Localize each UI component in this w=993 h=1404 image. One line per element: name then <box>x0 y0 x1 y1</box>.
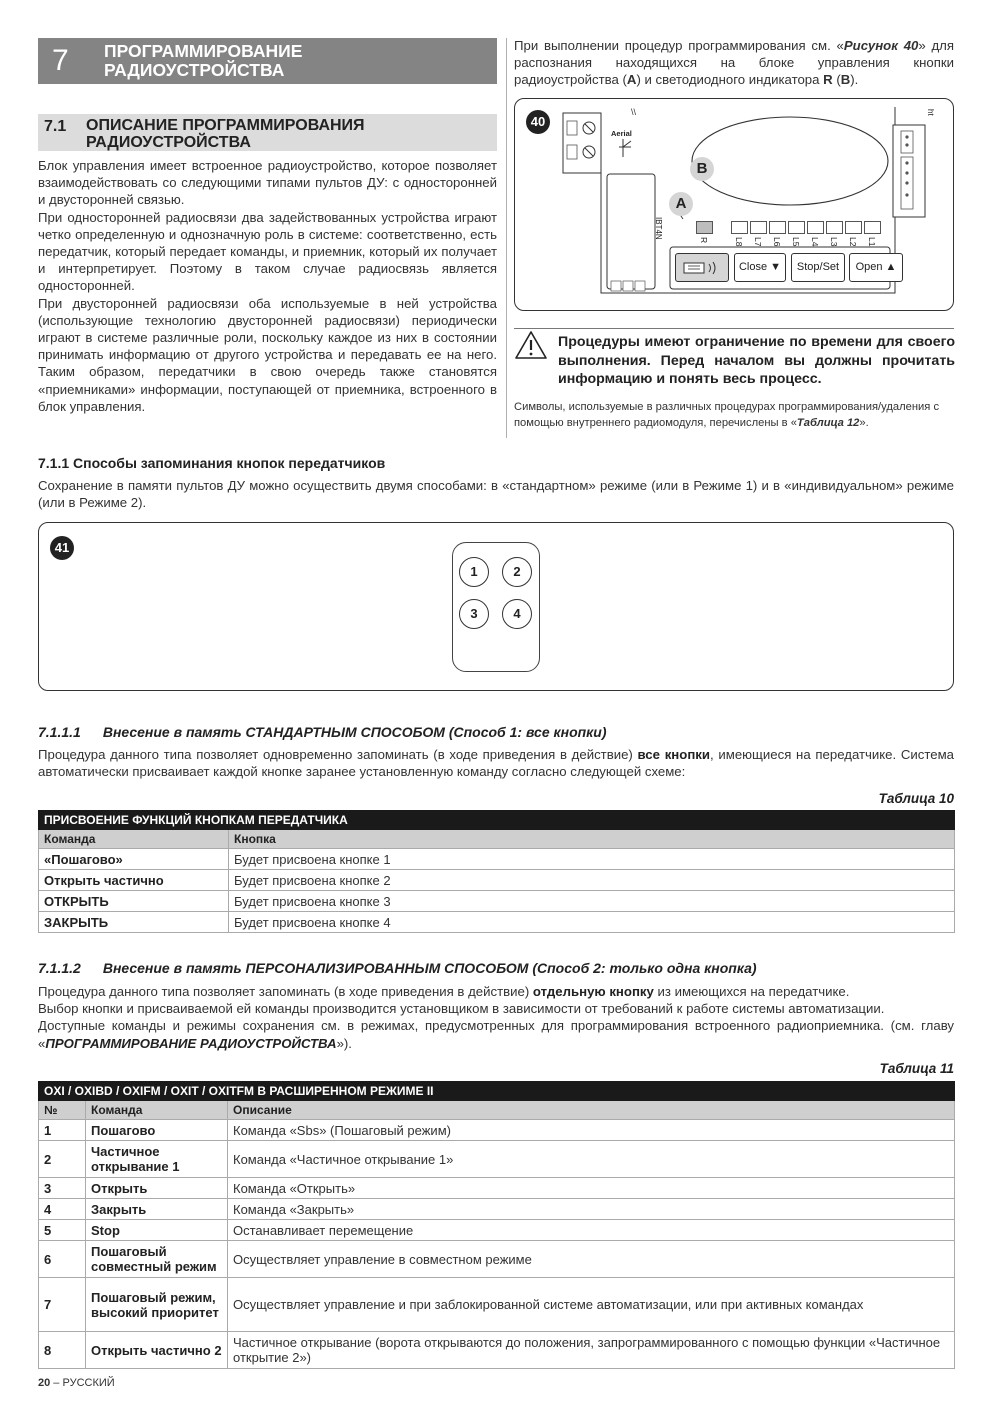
language-label: – РУССКИЙ <box>50 1377 115 1389</box>
led-l3 <box>826 221 843 234</box>
table-reference: Таблица 12 <box>796 417 860 429</box>
table-11 <box>38 1081 955 1369</box>
description-cell: Команда «Закрыть» <box>228 1199 955 1220</box>
table-header-row <box>39 1101 955 1120</box>
description-cell: Команда «Открыть» <box>228 1178 955 1199</box>
chapter-number: 7 <box>52 44 69 77</box>
figure-badge: 40 <box>526 110 550 134</box>
section-7-1-1-2-text: Процедура данного типа позволяет запоминать (в ходе приведения в действие) отдельную кнопку из имеющихся на передатчике. Выбор кнопки и присваиваемой ей команды производится установщиком в зависимости от требований к работе системы автоматизации. Доступные команды и режимы сохранения см. в режимах, предусмотренных для программирования встроенного радиоприемника. (см. главу «ПРОГРАММИРОВАНИЕ РАДИОУСТРОЙСТВА»). <box>38 984 954 1051</box>
description-cell: Команда «Частичное открывание 1» <box>228 1141 955 1178</box>
command-cell: Пошаговый совместный режим <box>86 1241 228 1278</box>
left-column-text <box>38 157 497 415</box>
button-cell: Будет присвоена кнопке 2 <box>229 870 955 891</box>
table-row <box>39 1278 955 1332</box>
led-l2 <box>845 221 862 234</box>
description-cell: Осуществляет управление в совместном режиме <box>228 1241 955 1278</box>
led-l8 <box>731 221 748 234</box>
table-row <box>39 870 955 891</box>
command-cell: ОТКРЫТЬ <box>39 891 229 912</box>
command-cell: Открыть частично 2 <box>86 1332 228 1369</box>
led-l7 <box>750 221 767 234</box>
led-label: L1 <box>867 237 877 247</box>
table-row <box>39 1120 955 1141</box>
page-number: 20 <box>38 1377 51 1389</box>
column-header: Кнопка <box>229 830 955 849</box>
section-title-7-1-1-2: 7.1.1.2 Внесение в память ПЕРСОНАЛИЗИРОВАННЫМ СПОСОБОМ (Способ 2: только одна кнопка) <box>38 960 757 976</box>
table-title: OXI / OXIBD / OXIFM / OXIT / OXITFM В РАСШИРЕННОМ РЕЖИМЕ II <box>39 1082 955 1101</box>
table-row <box>39 1332 955 1369</box>
table-title-row <box>39 811 955 830</box>
table-row <box>39 1178 955 1199</box>
led-l5 <box>788 221 805 234</box>
led-l1 <box>864 221 881 234</box>
paragraph: При односторонней радиосвязи два задействованных устройства играют четко определенную и однозначную роль в системе: соответственно, есть передатчик, который передает команды, и приемник, который их получает и интерпретирует. Поэтому в таком случае радиосвязь является односторонней. <box>38 209 497 294</box>
command-cell: Открыть <box>86 1178 228 1199</box>
table-row <box>39 1199 955 1220</box>
svg-text:\\: \\ <box>631 107 637 117</box>
command-cell: Пошаговый режим, высокий приоритет <box>86 1278 228 1332</box>
section-title: ОПИСАНИЕ ПРОГРАММИРОВАНИЯ РАДИОУСТРОЙСТВА <box>86 117 365 151</box>
led-r <box>696 221 713 234</box>
led-l6 <box>769 221 786 234</box>
command-cell: Частичное открывание 1 <box>86 1141 228 1178</box>
section-header-7-1 <box>38 114 497 151</box>
radio-wave-icon <box>682 261 722 275</box>
number-cell: 3 <box>39 1178 86 1199</box>
remote-button-4: 4 <box>502 599 532 629</box>
table-10-caption: Таблица 10 <box>878 791 954 806</box>
aerial-label: Aerial <box>611 129 632 138</box>
button-cell: Будет присвоена кнопке 3 <box>229 891 955 912</box>
table-row <box>39 912 955 933</box>
chapter-header <box>38 38 497 84</box>
led-label: L2 <box>848 237 858 247</box>
button-cell: Будет присвоена кнопке 1 <box>229 849 955 870</box>
command-cell: ЗАКРЫТЬ <box>39 912 229 933</box>
section-number: 7.1 <box>44 118 67 135</box>
table-title: ПРИСВОЕНИЕ ФУНКЦИЙ КНОПКАМ ПЕРЕДАТЧИКА <box>39 811 955 830</box>
number-cell: 6 <box>39 1241 86 1278</box>
led-label: L5 <box>791 237 801 247</box>
stop-set-button: Stop/Set <box>791 253 845 282</box>
figure-40 <box>514 98 954 311</box>
column-header: Команда <box>39 830 229 849</box>
section-7-1-1-text: Сохранение в памяти пультов ДУ можно осуществить двумя способами: в «стандартном» режиме (или в Режиме 1) и в «индивидуальном» режиме (или в Режиме 2). <box>38 478 954 511</box>
number-cell: 8 <box>39 1332 86 1369</box>
led-label: L3 <box>829 237 839 247</box>
open-button: Open ▲ <box>849 253 903 282</box>
button-cell: Будет присвоена кнопке 4 <box>229 912 955 933</box>
figure-reference: Рисунок 40 <box>843 38 919 53</box>
remote-button-2: 2 <box>502 557 532 587</box>
led-label: L6 <box>772 237 782 247</box>
table-row <box>39 1141 955 1178</box>
description-cell: Частичное открывание (ворота открываются до положения, запрограммированного с помощью функции «Частичное открытие 2») <box>228 1332 955 1369</box>
number-cell: 7 <box>39 1278 86 1332</box>
label-a: A <box>669 192 693 216</box>
warning-rule <box>514 328 954 329</box>
table-title-row <box>39 1082 955 1101</box>
description-cell: Останавливает перемещение <box>228 1220 955 1241</box>
warning-icon <box>514 330 548 360</box>
column-header: № <box>39 1101 86 1120</box>
right-intro: При выполнении процедур программирования см. «Рисунок 40» для распознания находящихся на блоке управления кнопки радиоустройства (A) и светодиодного индикатора R (B). <box>514 38 955 88</box>
table-10 <box>38 810 955 933</box>
led-label: L4 <box>810 237 820 247</box>
table-11-caption: Таблица 11 <box>879 1061 954 1076</box>
number-cell: 1 <box>39 1120 86 1141</box>
symbols-note: Символы, используемые в различных процедурах программирования/удаления с помощью внутреннего радиомодуля, перечислены в «Таблица 12». <box>514 401 940 429</box>
table-row <box>39 891 955 912</box>
page-footer <box>38 1377 115 1389</box>
description-cell: Осуществляет управление и при заблокированной системе автоматизации, или при активных командах <box>228 1278 955 1332</box>
column-divider <box>506 38 507 438</box>
figure-badge: 41 <box>50 536 74 560</box>
led-label: L8 <box>734 237 744 247</box>
description-cell: Команда «Sbs» (Пошаговый режим) <box>228 1120 955 1141</box>
table-row <box>39 849 955 870</box>
column-header: Команда <box>86 1101 228 1120</box>
radio-button <box>675 253 729 282</box>
number-cell: 5 <box>39 1220 86 1241</box>
number-cell: 2 <box>39 1141 86 1178</box>
number-cell: 4 <box>39 1199 86 1220</box>
command-cell: Открыть частично <box>39 870 229 891</box>
led-label: L7 <box>753 237 763 247</box>
section-title-7-1-1: 7.1.1 Способы запоминания кнопок передатчиков <box>38 455 386 471</box>
close-button: Close ▼ <box>734 253 786 282</box>
ht-label: ht <box>926 109 935 116</box>
section-title-7-1-1-1: 7.1.1.1 Внесение в память СТАНДАРТНЫМ СПОСОБОМ (Способ 1: все кнопки) <box>38 724 607 740</box>
paragraph: При двусторонней радиосвязи оба используемые в ней устройства (использующие технологию двусторонней радиосвязи) периодически играют в системе различные роли, поскольку каждое из них в состоянии принимать информацию от другого устройства и передавать ее на него. Таким образом, передатчики в свою очередь также становятся «приемниками» информации, поступающей от приемника, встроенного в блок управления. <box>38 295 497 414</box>
section-7-1-1-1-text: Процедура данного типа позволяет одновременно запоминать (в ходе приведения в действие) все кнопки, имеющиеся на передатчике. Система автоматически присваивает каждой кнопке заранее установленную команду согласно следующей схеме: <box>38 747 955 780</box>
module-label: IBT4N <box>654 217 663 240</box>
command-cell: Пошагово <box>86 1120 228 1141</box>
table-row <box>39 1241 955 1278</box>
command-cell: Stop <box>86 1220 228 1241</box>
command-cell: «Пошагово» <box>39 849 229 870</box>
warning-text: Процедуры имеют ограничение по времени для своего выполнения. Перед началом вы должны прочитать информацию и понять весь процесс. <box>558 334 955 387</box>
chapter-title: ПРОГРАММИРОВАНИЕ РАДИОУСТРОЙСТВА <box>104 41 303 80</box>
label-b: B <box>690 157 714 181</box>
command-cell: Закрыть <box>86 1199 228 1220</box>
table-row <box>39 1220 955 1241</box>
remote-button-3: 3 <box>459 599 489 629</box>
remote-button-1: 1 <box>459 557 489 587</box>
paragraph: Блок управления имеет встроенное радиоустройство, которое позволяет взаимодействовать со следующими типами пультов ДУ: с односторонней и двусторонней связью. <box>38 158 497 208</box>
led-r-label: R <box>699 237 709 244</box>
table-header-row <box>39 830 955 849</box>
column-header: Описание <box>228 1101 955 1120</box>
led-l4 <box>807 221 824 234</box>
